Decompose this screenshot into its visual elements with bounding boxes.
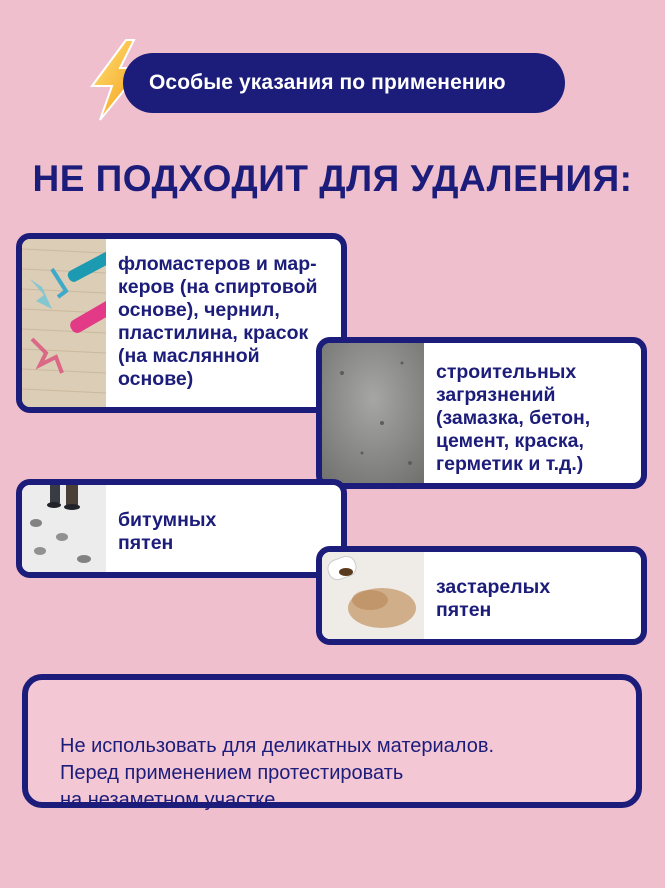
- card-markers-text: фломастеров и мар- керов (на спиртовой основе), чернил, пластилина, красок (на маслянной основе): [118, 253, 318, 390]
- card-bitumen: [16, 479, 347, 578]
- coffee-stain-on-carpet-image: [322, 552, 424, 639]
- concrete-surface-image: [322, 343, 424, 483]
- card-construction: [316, 337, 647, 489]
- warning-box: [22, 674, 642, 811]
- warning-text: Не использовать для деликатных материалов. Перед применением протестировать на незаметном участке.: [60, 735, 495, 811]
- card-old-stains-text: застарелых пятен: [436, 576, 551, 621]
- card-old-stains: [316, 546, 647, 645]
- card-bitumen-text: битумных пятен: [118, 509, 217, 554]
- header-pill: [123, 53, 565, 113]
- boot-prints-on-carpet-image: [22, 485, 106, 572]
- card-markers: [16, 233, 347, 413]
- card-construction-text: строительных загрязнений (замазка, бетон, цемент, краска, герметик и т.д.): [436, 361, 591, 475]
- headline: НЕ ПОДХОДИТ ДЛЯ УДАЛЕНИЯ:: [32, 158, 633, 199]
- marker-stained-fabric-image: [22, 239, 106, 407]
- header-title: Особые указания по применению: [149, 71, 506, 94]
